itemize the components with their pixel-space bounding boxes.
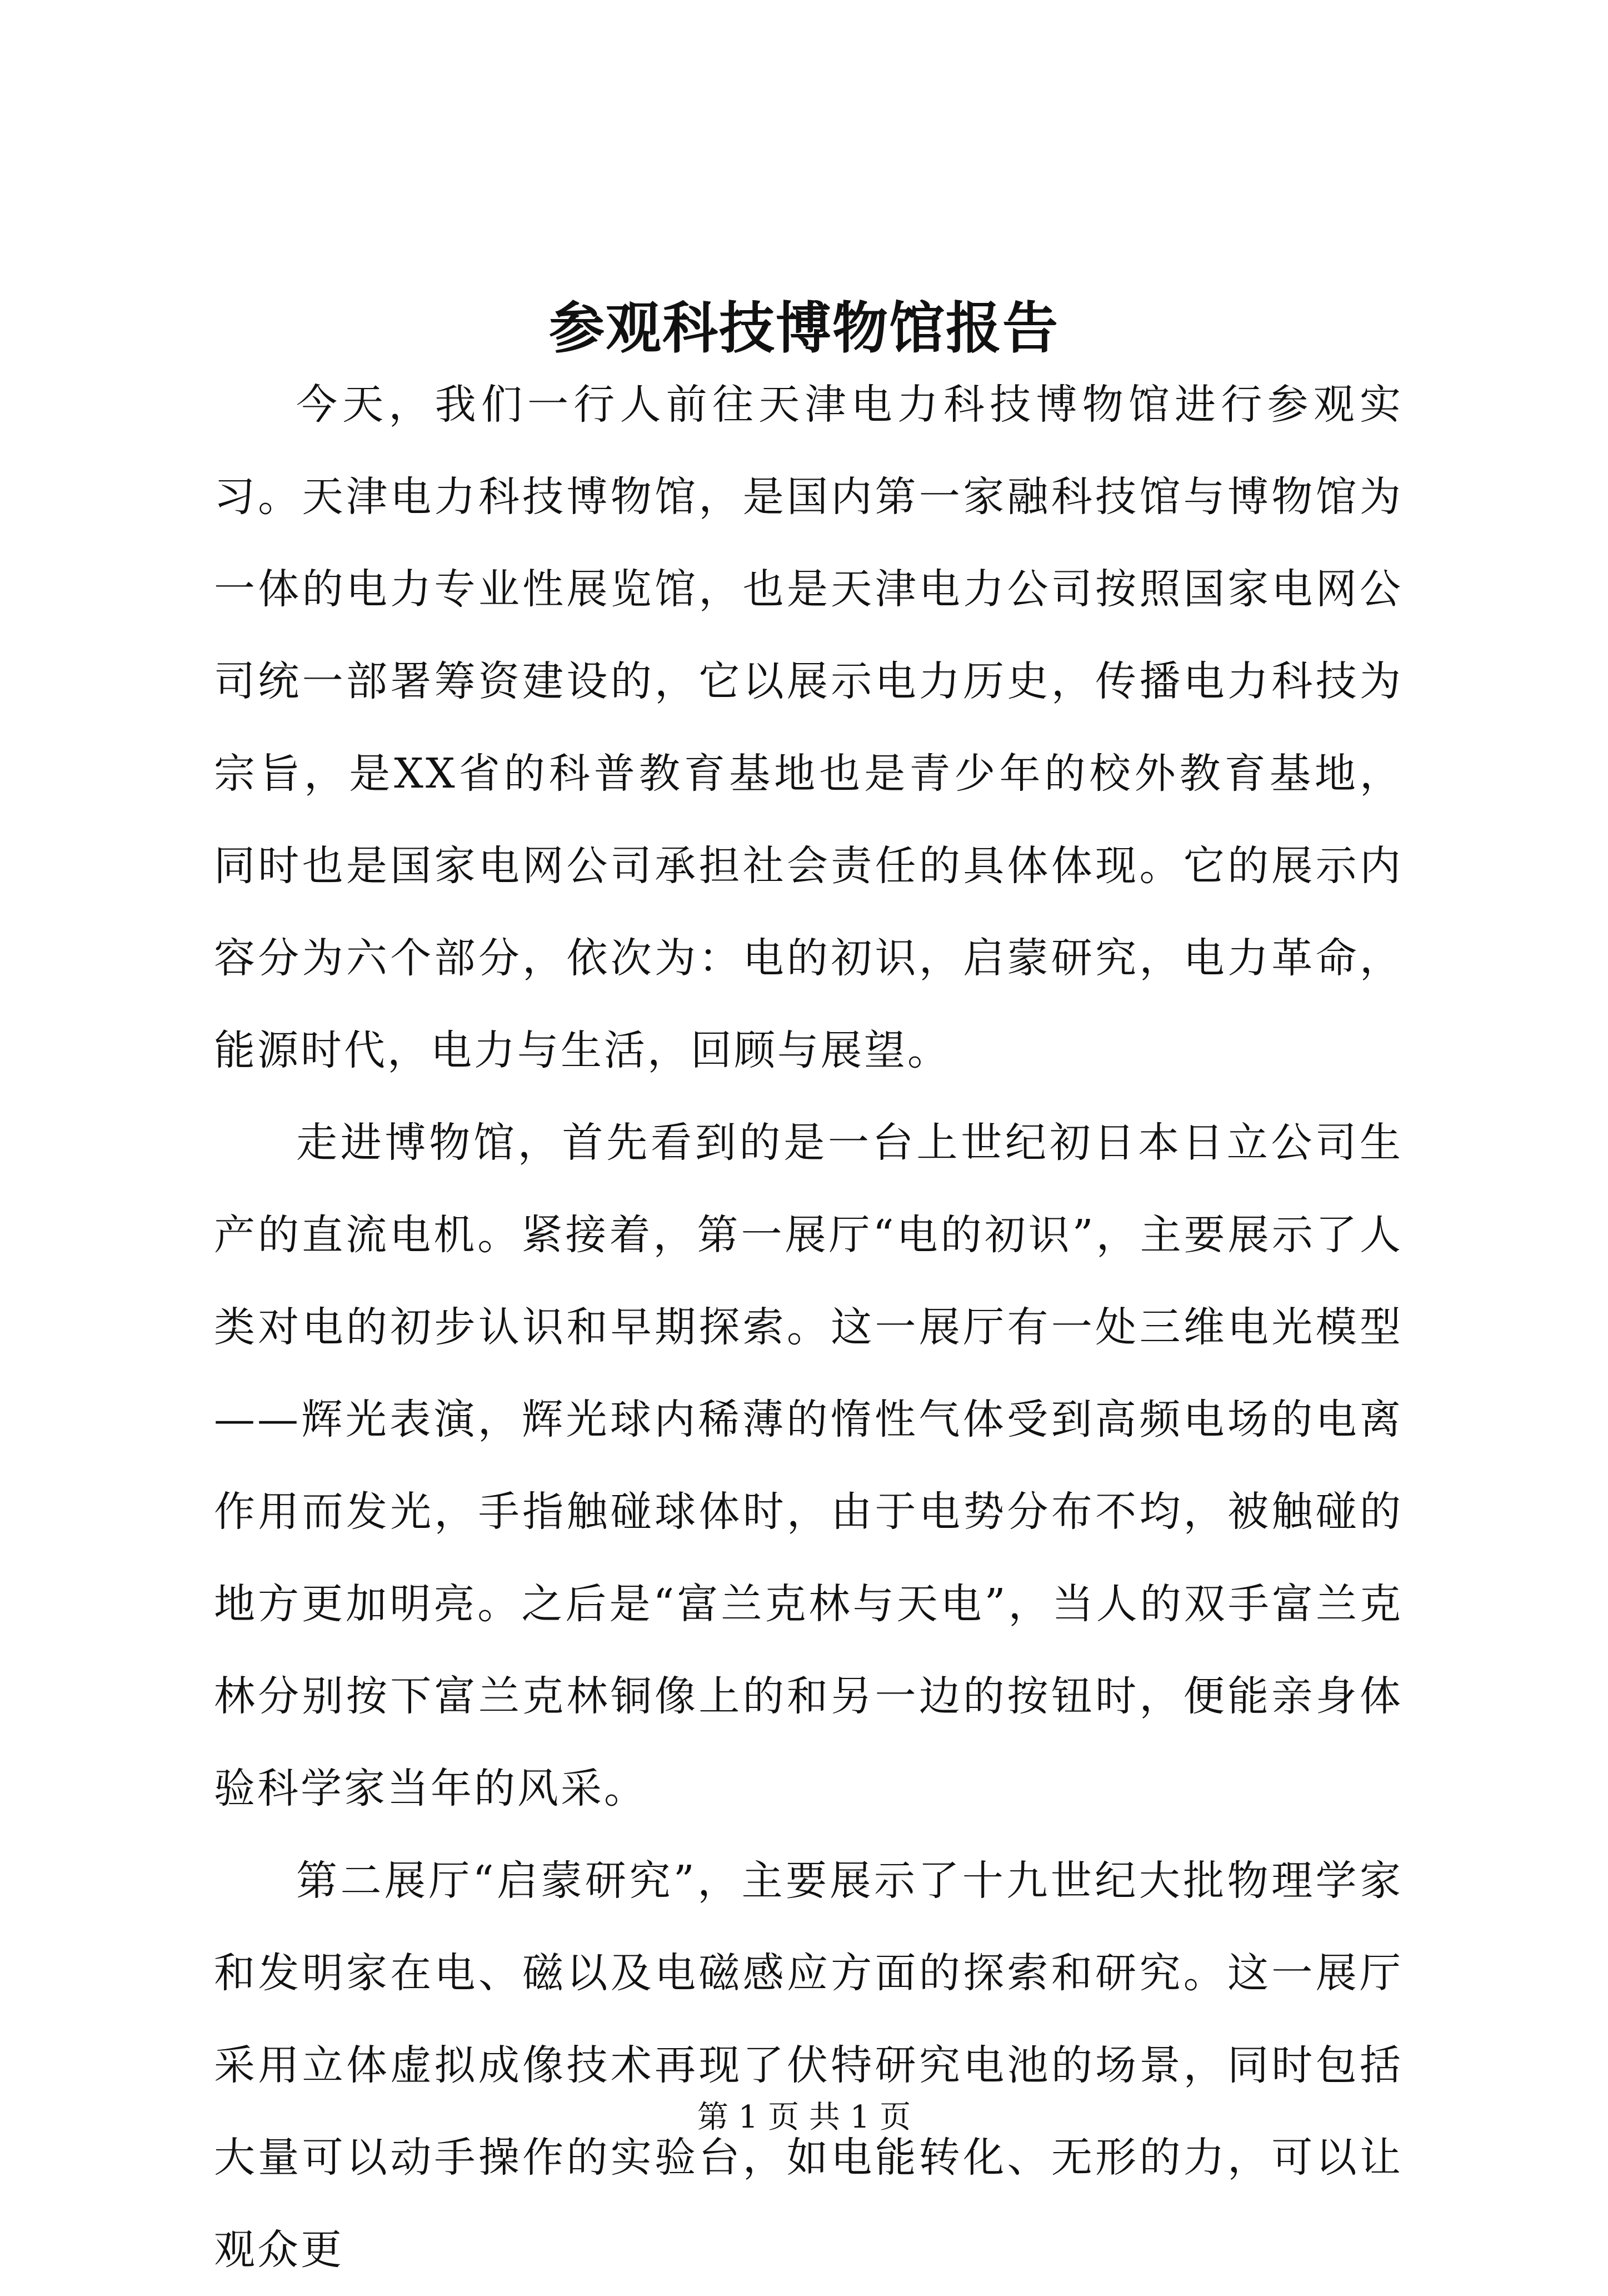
document-title: 参观科技博物馆报告 [549,295,1059,361]
document-body [214,358,1403,2296]
paragraph-3: 第二展厅“启蒙研究”，主要展示了十九世纪大批物理学家和发明家在电、磁以及电磁感应方面的探索和研究。这一展厅采用立体虚拟成像技术再现了伏特研究电池的场景，同时包括大量可以动手操作的实验台，如电能转化、无形的力，可以让观众更 [214,1857,1403,2274]
paragraph-2: 走进博物馆，首先看到的是一台上世纪初日本日立公司生产的直流电机。紧接着，第一展厅“电的初识”，主要展示了人类对电的初步认识和早期探索。这一展厅有一处三维电光模型——辉光表演，辉光球内稀薄的惰性气体受到高频电场的电离作用而发光，手指触碰球体时，由于电势分布不均，被触碰的地方更加明亮。之后是“富兰克林与天电”，当人的双手富兰克林分别按下富兰克林铜像上的和另一边的按钮时，便能亲身体验科学家当年的风采。 [214,1119,1403,1812]
paragraph-1: 今天，我们一行人前往天津电力科技博物馆进行参观实习。天津电力科技博物馆，是国内第一家融科技馆与博物馆为一体的电力专业性展览馆，也是天津电力公司按照国家电网公司统一部署筹资建设的，它以展示电力历史，传播电力科技为宗旨，是XX省的科普教育基地也是青少年的校外教育基地，同时也是国家电网公司承担社会责任的具体体现。它的展示内容分为六个部分，依次为：电的初识，启蒙研究，电力革命，能源时代，电力与生活，回顾与展望。 [214,381,1403,1074]
page-footer: 第 1 页 共 1 页 [697,2099,911,2135]
